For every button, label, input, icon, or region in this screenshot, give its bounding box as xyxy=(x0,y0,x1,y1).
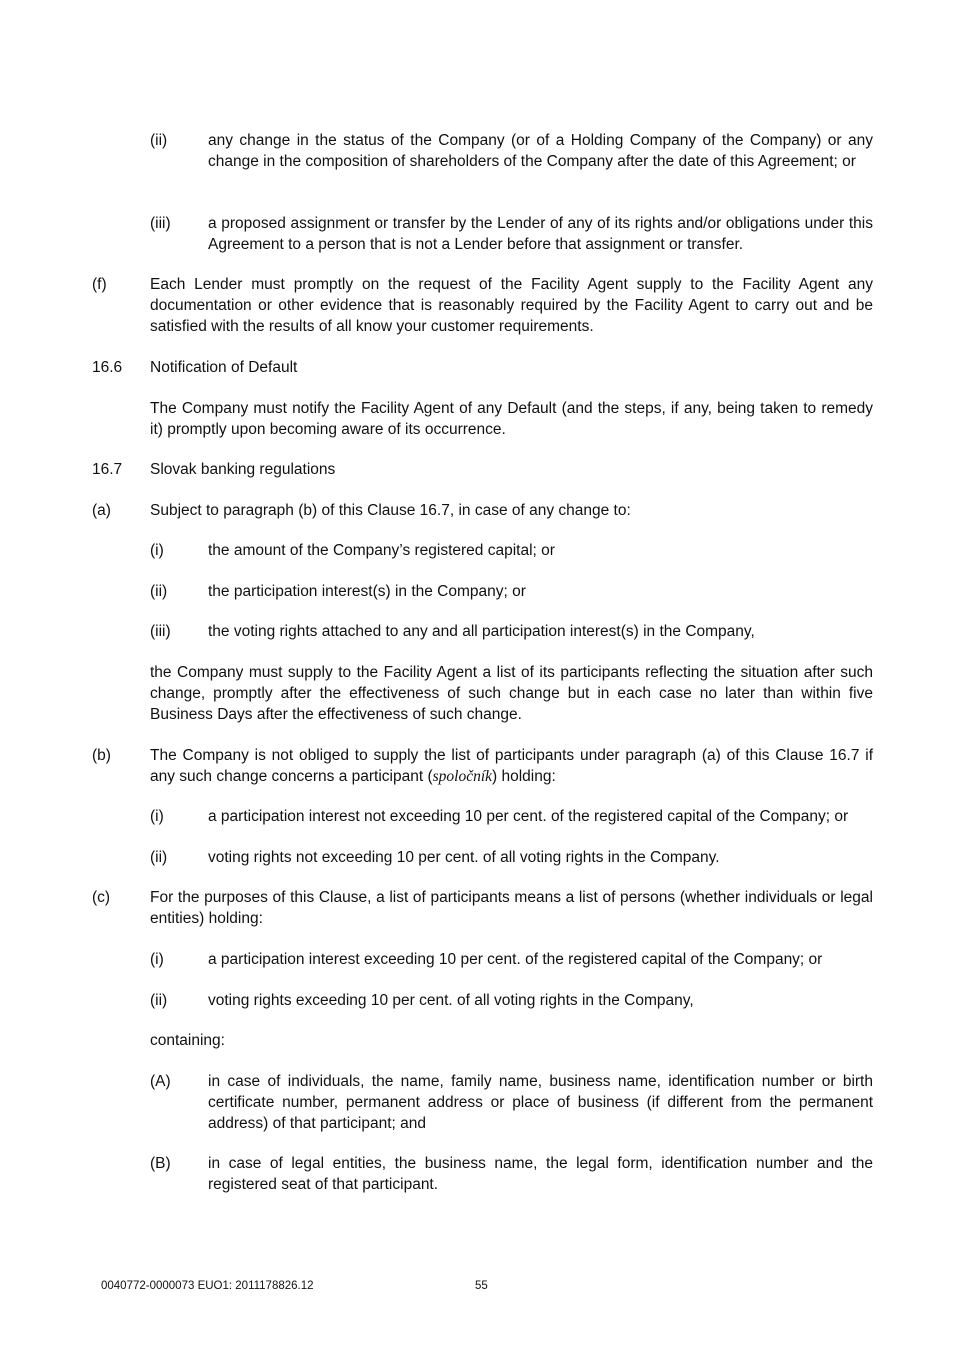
paragraph-label: (f) xyxy=(92,276,107,293)
clause-heading: Slovak banking regulations xyxy=(150,461,336,478)
list-label: (i) xyxy=(150,542,164,559)
list-item-text: the voting rights attached to any and all participation interest(s) in the Company, xyxy=(208,623,755,640)
list-item-text: voting rights exceeding 10 per cent. of all voting rights in the Company, xyxy=(208,992,694,1009)
italic-term: spoločník xyxy=(432,768,493,785)
paragraph-text-part: ) holding: xyxy=(492,768,556,785)
list-label: (iii) xyxy=(150,623,171,640)
paragraph-text: Each Lender must promptly on the request of the Facility Agent supply to the Facility Agent any documentation or other evidence that is reasonably required by the Facility Agent to carry out and be satisfied with the results of all know your customer requirements. xyxy=(150,276,873,335)
list-item-text: voting rights not exceeding 10 per cent. of all voting rights in the Company. xyxy=(208,849,720,866)
footer-doc-ref: 0040772-0000073 EUO1: 2011178826.12 xyxy=(101,1280,314,1292)
list-label: (ii) xyxy=(150,583,168,600)
list-label: (iii) xyxy=(150,215,171,232)
paragraph-text: The Company must notify the Facility Agent of any Default (and the steps, if any, being taken to remedy it) promptly upon becoming aware of its occurrence. xyxy=(150,400,873,438)
list-item-text: any change in the status of the Company (or of a Holding Company of the Company) or any change in the composition of shareholders of the Company after the date of this Agreement; or xyxy=(208,132,873,170)
clause-number: 16.6 xyxy=(92,359,123,376)
list-label: (ii) xyxy=(150,849,168,866)
list-item-text: the participation interest(s) in the Company; or xyxy=(208,583,526,600)
list-item-text: a participation interest not exceeding 10 per cent. of the registered capital of the Company; or xyxy=(208,808,849,825)
list-item-text: a proposed assignment or transfer by the Lender of any of its rights and/or obligations under this Agreement to a person that is not a Lender before that assignment or transfer. xyxy=(208,215,873,253)
list-item-text: the amount of the Company’s registered capital; or xyxy=(208,542,555,559)
list-label: (i) xyxy=(150,808,164,825)
paragraph-label: (c) xyxy=(92,889,111,906)
list-item-text: in case of individuals, the name, family name, business name, identification number or birth certificate number, permanent address or place of business (if different from the permanent address) of that participant; and xyxy=(208,1073,873,1132)
list-label: (ii) xyxy=(150,132,168,149)
list-item-text: in case of legal entities, the business name, the legal form, identification number and the registered seat of that participant. xyxy=(208,1155,873,1193)
list-item-text: a participation interest exceeding 10 per cent. of the registered capital of the Company; or xyxy=(208,951,823,968)
list-label: (ii) xyxy=(150,992,168,1009)
paragraph-text: Subject to paragraph (b) of this Clause 16.7, in case of any change to: xyxy=(150,502,631,519)
list-label: (A) xyxy=(150,1073,171,1090)
list-label: (i) xyxy=(150,951,164,968)
paragraph-text xyxy=(150,745,873,787)
paragraph-label: (b) xyxy=(92,747,111,764)
paragraph-label: (a) xyxy=(92,502,111,519)
paragraph-text: the Company must supply to the Facility Agent a list of its participants reflecting the situation after such change, promptly after the effectiveness of such change but in each case no later than within five Business Days after the effectiveness of such change. xyxy=(150,664,873,723)
list-label: (B) xyxy=(150,1155,171,1172)
page-number: 55 xyxy=(475,1280,488,1292)
clause-heading: Notification of Default xyxy=(150,359,298,376)
paragraph-text: For the purposes of this Clause, a list of participants means a list of persons (whether individuals or legal entities) holding: xyxy=(150,889,873,927)
clause-number: 16.7 xyxy=(92,461,123,478)
paragraph-text-part: The Company is not obliged to supply the list of participants under paragraph (a) of this Clause 16.7 if any such change concerns a participant ( xyxy=(150,747,873,785)
paragraph-text: containing: xyxy=(150,1032,225,1049)
